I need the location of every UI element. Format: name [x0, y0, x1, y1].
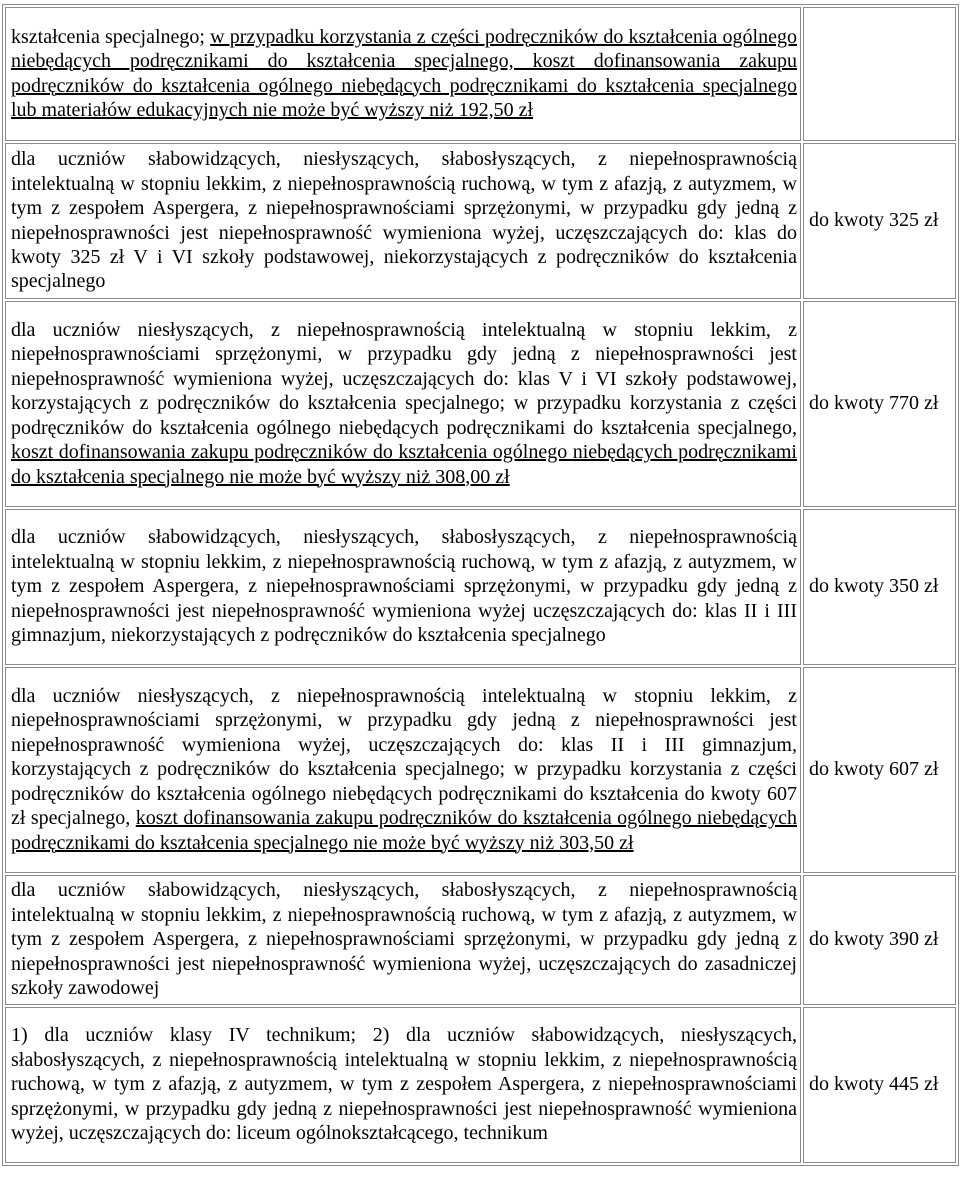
amount-text: do kwoty 445 zł: [809, 1073, 939, 1096]
row-amount: [803, 509, 956, 665]
description-text: dla uczniów słabowidzących, niesłyszących, słabosłyszących, z niepełnosprawnością intelektualną w stopniu lekkim, z niepełnosprawnością ruchową, w tym z afazją, z autyzmem, w tym z zespołem Aspergera, z niepełnosprawnościami sprzężonymi, w przypadku gdy jedną z niepełnosprawności jest niepełnosprawność wymieniona wyżej uczęszczających do: klas II i III gimnazjum, niekorzystających z podręczników do kształcenia specjalnego: [11, 526, 797, 647]
row-amount: [803, 875, 956, 1005]
table-row: [5, 875, 956, 1005]
row-amount: [803, 301, 956, 507]
row-description: [5, 1007, 801, 1163]
row-amount: [803, 7, 956, 141]
description-text: dla uczniów słabowidzących, niesłyszących, słabosłyszących, z niepełnosprawnością intelektualną w stopniu lekkim, z niepełnosprawnością ruchową, w tym z afazją, z autyzmem, w tym z zespołem Aspergera, z niepełnosprawnościami sprzężonymi, w przypadku gdy jedną z niepełnosprawności jest niepełnosprawność wymieniona wyżej, uczęszczających do zasadniczej szkoły zawodowej: [11, 879, 797, 1000]
amount-text: do kwoty 350 zł: [809, 575, 939, 598]
table-row: [5, 301, 956, 507]
row-description: [5, 7, 801, 141]
table-row: [5, 143, 956, 299]
description-underlined-text: koszt dofinansowania zakupu podręczników do kształcenia ogólnego niebędących podręcznikami do kształcenia specjalnego nie może być wyższy niż 308,00 zł: [11, 441, 797, 488]
row-amount: [803, 1007, 956, 1163]
description-text: dla uczniów niesłyszących, z niepełnosprawnością intelektualną w stopniu lekkim, z niepełnosprawnościami sprzężonymi, w przypadku gdy jedną z niepełnosprawności jest niepełnosprawność wymieniona wyżej, uczęszczających do: klas II i III gimnazjum, korzystających z podręczników do kształcenia specjalnego; w przypadku korzystania z części podręczników do kształcenia ogólnego niebędących podręcznikami do kształcenia do kwoty 607 zł specjalnego,: [11, 685, 797, 830]
table-row: [5, 1007, 956, 1163]
amount-text: do kwoty 770 zł: [809, 392, 939, 415]
row-description: [5, 143, 801, 299]
row-description: [5, 301, 801, 507]
description-text: dla uczniów słabowidzących, niesłyszących, słabosłyszących, z niepełnosprawnością intelektualną w stopniu lekkim, z niepełnosprawnością ruchową, w tym z afazją, z autyzmem, w tym z zespołem Aspergera, z niepełnosprawnościami sprzężonymi, w przypadku gdy jedną z niepełnosprawności jest niepełnosprawność wymieniona wyżej, uczęszczających do: klas do kwoty 325 zł V i VI szkoły podstawowej, niekorzystających z podręczników do kształcenia specjalnego: [11, 148, 797, 293]
description-text: 1) dla uczniów klasy IV technikum; 2) dla uczniów słabowidzących, niesłyszących, słabosłyszących, z niepełnosprawnością intelektualną w stopniu lekkim, z niepełnosprawnością ruchową, w tym z afazją, z autyzmem, w tym z zespołem Aspergera, z niepełnosprawnościami sprzężonymi, w przypadku gdy jedną z niepełnosprawności jest niepełnosprawność wymieniona wyżej, uczęszczających do: liceum ogólnokształcącego, technikum: [11, 1024, 797, 1145]
description-text: kształcenia specjalnego;: [11, 25, 211, 48]
description-text: dla uczniów niesłyszących, z niepełnosprawnością intelektualną w stopniu lekkim, z niepełnosprawnościami sprzężonymi, w przypadku gdy jedną z niepełnosprawności jest niepełnosprawność wymieniona wyżej, uczęszczających do: klas V i VI szkoły podstawowej, korzystających z podręczników do kształcenia specjalnego; w przypadku korzystania z części podręczników do kształcenia ogólnego niebędących podręcznikami do kształcenia specjalnego,: [11, 319, 797, 439]
amount-text: do kwoty 390 zł: [809, 928, 939, 951]
description-underlined-text: koszt dofinansowania zakupu podręczników do kształcenia ogólnego niebędących podręcznikami do kształcenia specjalnego nie może być wyższy niż 303,50 zł: [11, 807, 798, 854]
table-row: [5, 509, 956, 665]
row-description: [5, 509, 801, 665]
row-description: [5, 875, 801, 1005]
subsidy-table: [2, 4, 959, 1166]
row-description: [5, 667, 801, 873]
row-amount: [803, 143, 956, 299]
table-row: [5, 667, 956, 873]
table-row: [5, 7, 956, 141]
amount-text: do kwoty 607 zł: [809, 758, 939, 781]
row-amount: [803, 667, 956, 873]
description-underlined-text: w przypadku korzystania z części podręczników do kształcenia ogólnego niebędących podręcznikami do kształcenia specjalnego, koszt dofinansowania zakupu podręczników do kształcenia ogólnego niebędących podręcznikami do kształcenia specjalnego lub materiałów edukacyjnych nie może być wyższy niż 192,50 zł: [11, 25, 797, 121]
amount-text: do kwoty 325 zł: [809, 209, 939, 232]
